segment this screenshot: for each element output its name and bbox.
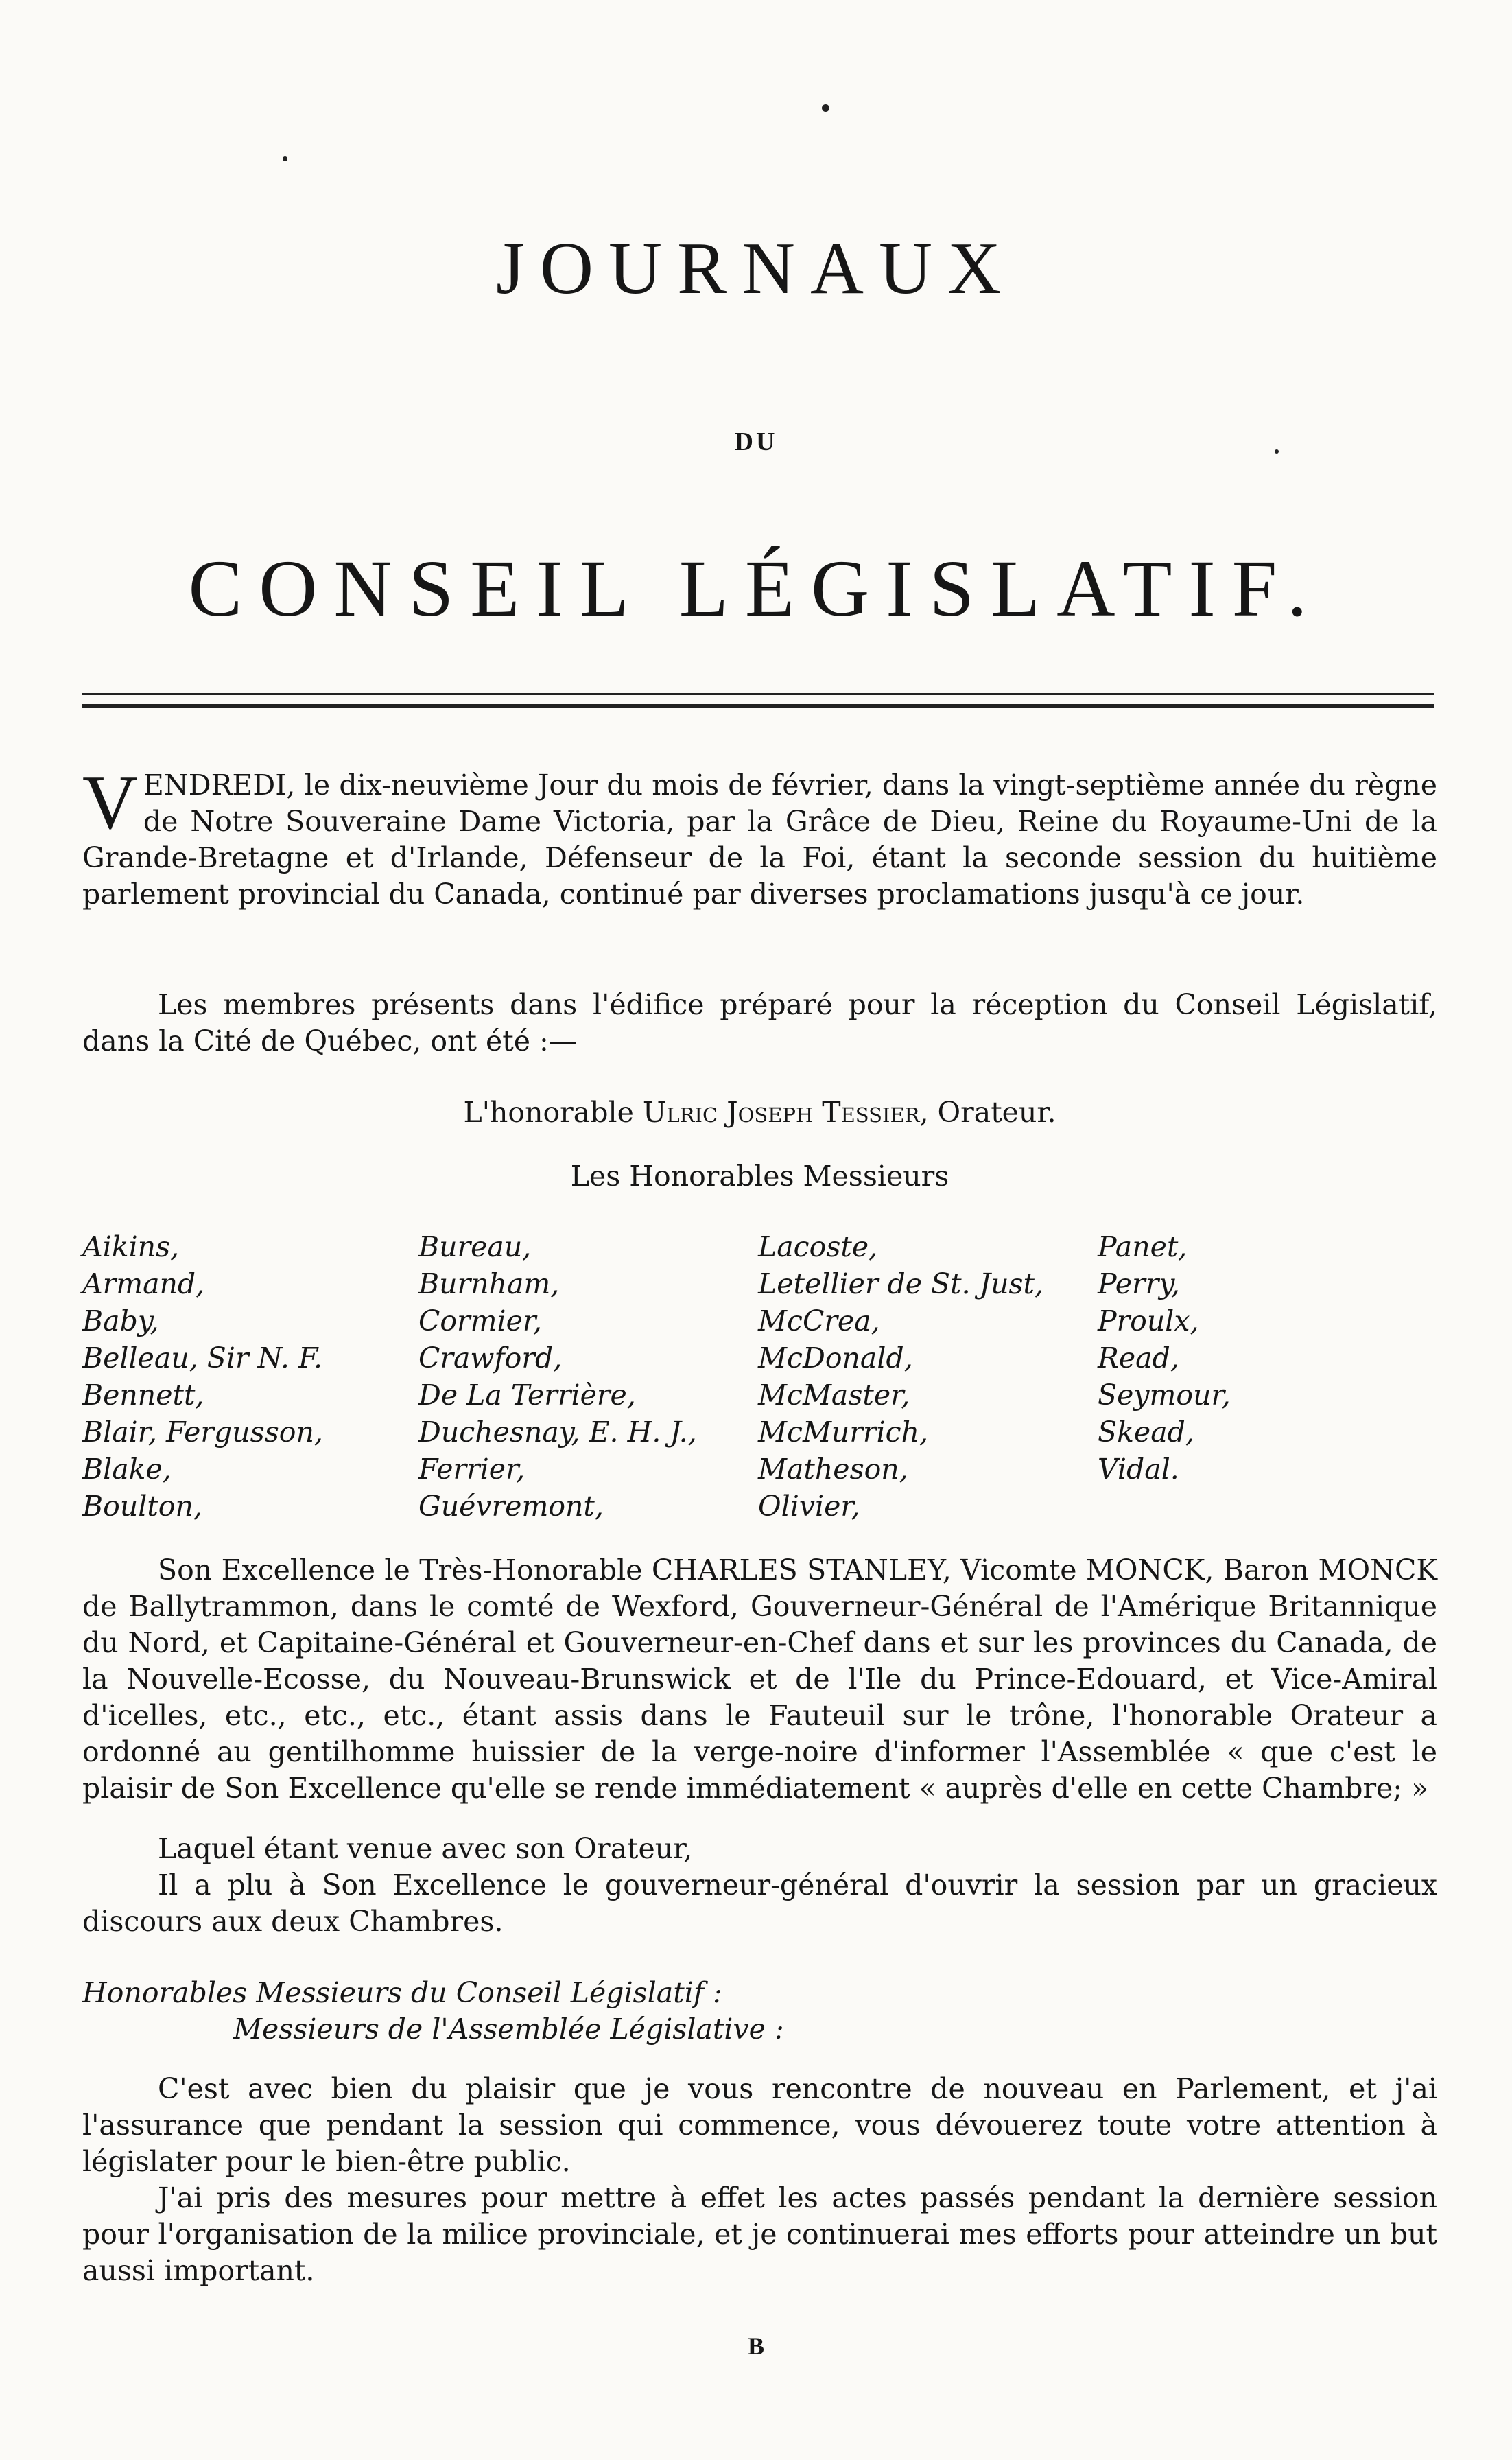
speech-body	[82, 2071, 1437, 2289]
member-name: Perry,	[1098, 1267, 1180, 1300]
speech-paragraph: C'est avec bien du plaisir que je vous rencontre de nouveau en Parlement, et j'ai l'assurance que pendant la session qui commence, vous dévouerez toute votre attention à législater pour le bien-être public.	[82, 2072, 1437, 2178]
member-name: Aikins,	[82, 1230, 180, 1263]
page-title-conseil: CONSEIL LÉGISLATIF.	[188, 543, 1324, 633]
member-name: Letellier de St. Just,	[758, 1267, 1044, 1300]
member-name: Blake,	[82, 1453, 172, 1486]
member-name: McMurrich,	[758, 1416, 929, 1449]
member-name: Matheson,	[758, 1453, 908, 1486]
member-name: Crawford,	[418, 1342, 563, 1374]
member-name: Cormier,	[418, 1304, 543, 1337]
drop-cap: V	[82, 760, 138, 845]
member-name: Burnham,	[418, 1267, 560, 1300]
intro-paragraph	[82, 760, 1437, 913]
speaker-line	[82, 1094, 1437, 1131]
members-intro-text: Les membres présents dans l'édifice préparé pour la réception du Conseil Législatif, dans la Cité de Québec, ont été :—	[82, 988, 1437, 1057]
members-intro-paragraph	[82, 987, 1437, 1059]
member-name: Belleau, Sir N. F.	[82, 1342, 323, 1374]
member-name: Boulton,	[82, 1490, 202, 1523]
speaker-prefix: L'honorable	[463, 1096, 643, 1129]
member-name: Seymour,	[1098, 1379, 1231, 1411]
address-assembly: Messieurs de l'Assemblée Législative :	[233, 2013, 784, 2046]
members-column-1	[82, 1228, 323, 1525]
member-name: Proulx,	[1098, 1304, 1199, 1337]
address-headings	[82, 1975, 1437, 2048]
title-divider	[82, 693, 1434, 708]
members-column-3	[758, 1228, 1043, 1525]
print-speck	[822, 104, 829, 112]
member-name: McCrea,	[758, 1304, 880, 1337]
speech-paragraph: J'ai pris des mesures pour mettre à effet les actes passés pendant la dernière session pour l'organisation de la milice provinciale, et je continuerai mes efforts pour atteindre un but aussi important.	[82, 2181, 1437, 2287]
excellence-text: Son Excellence le Très-Honorable CHARLES STANLEY, Vicomte MONCK, Baron MONCK de Ballytrammon, dans le comté de Wexford, Gouverneur-Général de l'Amérique Britannique du Nord, et Capitaine-Général et Gouverneur-en-Chef dans et sur les provinces du Canada, de la Nouvelle-Ecosse, du Nouveau-Brunswick et de l'Ile du Prince-Edouard, et Vice-Amiral d'icelles, etc., etc., etc., étant assis dans le Fauteuil sur le trône, l'honorable Orateur a ordonné au gentilhomme huissier de la verge-noire d'informer l'Assemblée « que c'est le plaisir de Son Excellence qu'elle se rende immédiatement « auprès d'elle en cette Chambre; »	[82, 1554, 1437, 1805]
member-name: Blair, Fergusson,	[82, 1416, 323, 1449]
member-name: Armand,	[82, 1267, 205, 1300]
title-du: DU	[734, 427, 778, 456]
intro-text: ENDREDI, le dix-neuvième Jour du mois de février, dans la vingt-septième année du règne de Notre Souveraine Dame Victoria, par la Grâce de Dieu, Reine du Royaume-Uni de la Grande-Bretagne et d'Irlande, Défenseur de la Foi, étant la seconde session du huitième parlement provincial du Canada, continué par diverses proclamations jusqu'à ce jour.	[82, 769, 1437, 911]
member-name: McDonald,	[758, 1342, 913, 1374]
speaker-suffix: , Orateur.	[919, 1096, 1056, 1129]
member-name: Guévremont,	[418, 1490, 604, 1523]
member-name: Ferrier,	[418, 1453, 525, 1486]
excellence-paragraph	[82, 1552, 1437, 1807]
address-council: Honorables Messieurs du Conseil Législatif :	[82, 1976, 722, 2009]
member-name: Baby,	[82, 1304, 159, 1337]
member-name: Panet,	[1098, 1230, 1188, 1263]
signature-mark: B	[747, 2332, 764, 2360]
members-column-2	[418, 1228, 697, 1525]
member-name: Duchesnay, E. H. J.,	[418, 1416, 697, 1449]
member-name: Read,	[1098, 1342, 1179, 1374]
member-name: De La Terrière,	[418, 1379, 636, 1411]
member-name: McMaster,	[758, 1379, 910, 1411]
member-name: Vidal.	[1098, 1453, 1179, 1486]
member-name: Bennett,	[82, 1379, 204, 1411]
member-name: Bureau,	[418, 1230, 532, 1263]
laquel-line: Laquel étant venue avec son Orateur,	[158, 1832, 693, 1865]
member-name: Lacoste,	[758, 1230, 878, 1263]
print-speck	[283, 156, 287, 161]
honorables-heading: Les Honorables Messieurs	[570, 1160, 949, 1193]
session-opening	[82, 1831, 1437, 1940]
member-name: Olivier,	[758, 1490, 860, 1523]
speaker-name: Ulric Joseph Tessier	[642, 1096, 920, 1129]
page-title-journaux: JOURNAUX	[495, 228, 1017, 309]
members-column-4	[1098, 1228, 1231, 1488]
member-name: Skead,	[1098, 1416, 1194, 1449]
discours-line: Il a plu à Son Excellence le gouverneur-général d'ouvrir la session par un gracieux discours aux deux Chambres.	[82, 1869, 1437, 1938]
